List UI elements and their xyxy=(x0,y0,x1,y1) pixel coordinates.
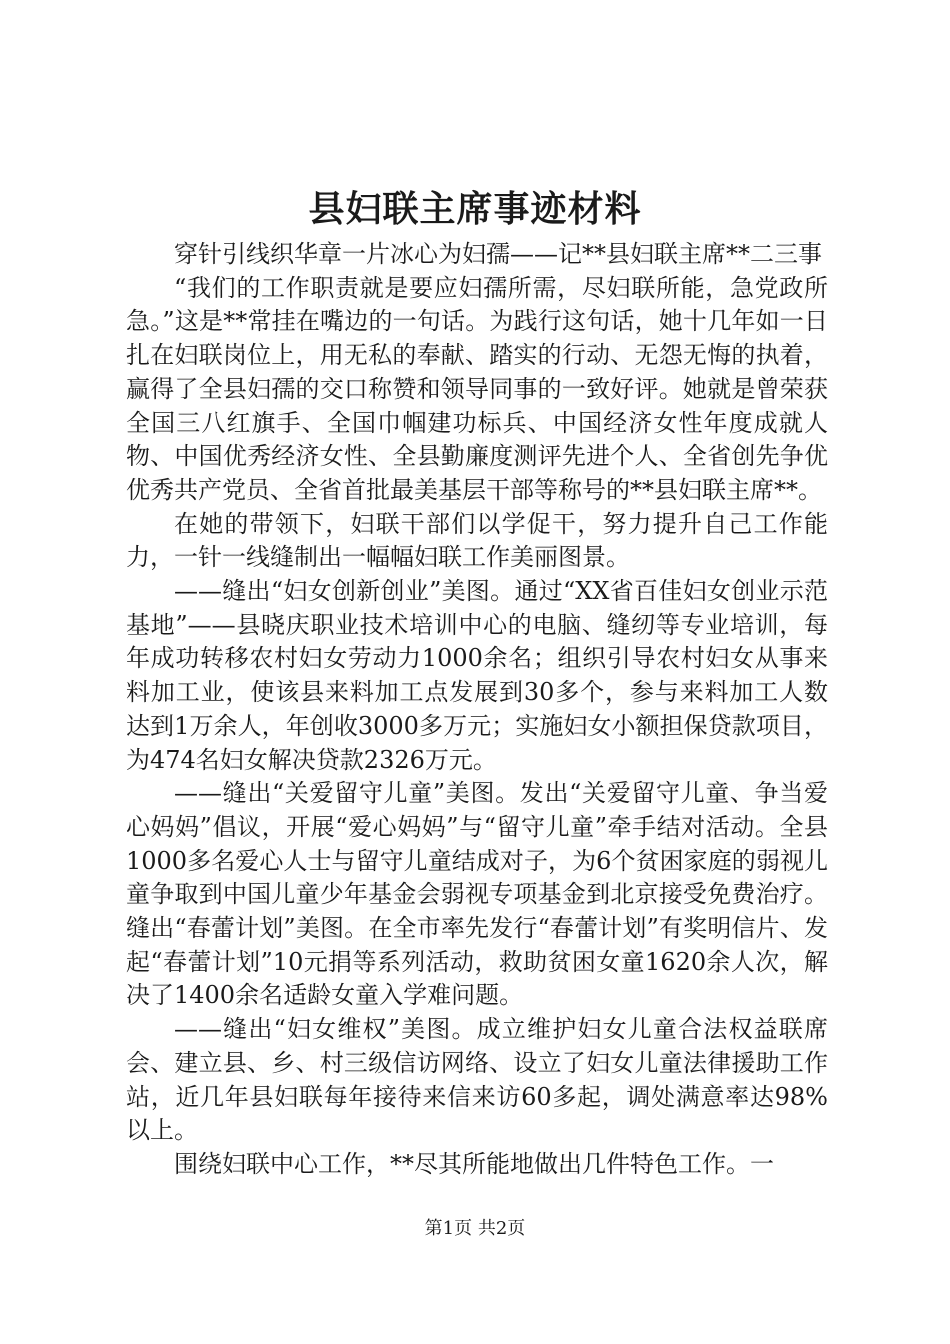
document-title: 县妇联主席事迹材料 xyxy=(308,188,642,230)
body-paragraph: “我们的工作职责就是要应妇孺所需，尽妇联所能，急党政所急。”这是**常挂在嘴边的一句话。为践行这句话，她十几年如一日扎在妇联岗位上，用无私的奉献、踏实的行动、无怨无悔的执着，赢得了全县妇孺的交口称赞和领导同事的一致好评。她就是曾荣获全国三八红旗手、全国巾帼建功标兵、中国经济女性年度成就人物、中国优秀经济女性、全县勤廉度测评先进个人、全省创先争优优秀共产党员、全省首批最美基层干部等称号的**县妇联主席**。 xyxy=(126,273,828,504)
body-paragraph: ——缝出“妇女维权”美图。成立维护妇女儿童合法权益联席会、建立县、乡、村三级信访网络、设立了妇女儿童法律援助工作站，近几年县妇联每年接待来信来访60多起，调处满意率达98%以上。 xyxy=(126,1015,828,1145)
subtitle-paragraph: 穿针引线织华章一片冰心为妇孺——记**县妇联主席**二三事 xyxy=(174,240,822,268)
document-body xyxy=(126,238,828,1182)
body-paragraph: ——缝出“关爱留守儿童”美图。发出“关爱留守儿童、争当爱心妈妈”倡议，开展“爱心妈妈”与“留守儿童”牵手结对活动。全县1000多名爱心人士与留守儿童结成对子，为6个贫困家庭的弱视儿童争取到中国儿童少年基金会弱视专项基金到北京接受免费治疗。缝出“春蕾计划”美图。在全市率先发行“春蕾计划”有奖明信片、发起“春蕾计划”10元捐等系列活动，救助贫困女童1620余人次，解决了1400余名适龄女童入学难问题。 xyxy=(126,779,828,1010)
page-number-footer: 第1页 共2页 xyxy=(424,1218,526,1239)
body-paragraph: 在她的带领下，妇联干部们以学促干，努力提升自己工作能力，一针一线缝制出一幅幅妇联工作美丽图景。 xyxy=(126,509,828,572)
body-paragraph: 围绕妇联中心工作，**尽其所能地做出几件特色工作。一 xyxy=(174,1149,774,1178)
body-paragraph: ——缝出“妇女创新创业”美图。通过“XX省百佳妇女创业示范基地”——县晓庆职业技术培训中心的电脑、缝纫等专业培训，每年成功转移农村妇女劳动力1000余名；组织引导农村妇女从事来料加工业，使该县来料加工点发展到30多个，参与来料加工人数达到1万余人，年创收3000多万元；实施妇女小额担保贷款项目，为474名妇女解决贷款2326万元。 xyxy=(126,577,828,774)
